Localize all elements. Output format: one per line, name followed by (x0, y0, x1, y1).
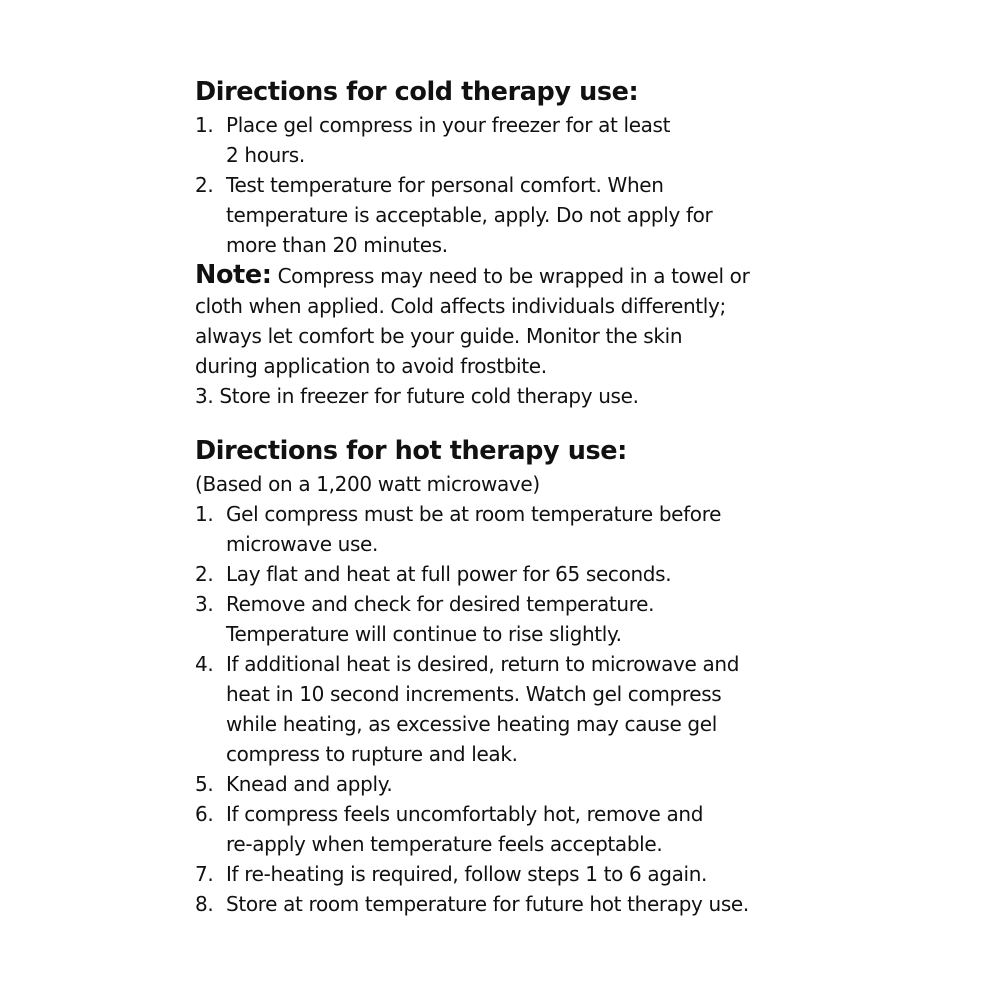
hot-step-5 (195, 769, 835, 799)
note-text-line: during application to avoid frostbite. (195, 354, 547, 378)
cold-therapy-heading: Directions for cold therapy use: (195, 77, 639, 107)
step-text-line: Place gel compress in your freezer for at least (226, 113, 671, 137)
step-number: 1. (195, 113, 214, 137)
hot-therapy-section (195, 433, 835, 919)
step-number: 2. (195, 562, 214, 586)
cold-step-2 (195, 170, 835, 260)
step-text-line: heat in 10 second increments. Watch gel compress (226, 682, 722, 706)
step-text-line: while heating, as excessive heating may cause gel (226, 712, 717, 736)
step-text-line: Remove and check for desired temperature. (226, 592, 655, 616)
step-text-line: If re-heating is required, follow steps 1 to 6 again. (226, 862, 708, 886)
step-number: 8. (195, 892, 214, 916)
note-text-line: Compress may need to be wrapped in a towel or (277, 264, 750, 288)
hot-step-6 (195, 799, 835, 859)
cold-step-1 (195, 110, 835, 170)
hot-step-2 (195, 559, 835, 589)
hot-step-1 (195, 499, 835, 559)
step-number: 4. (195, 652, 214, 676)
cold-step-3: 3. Store in freezer for future cold therapy use. (195, 384, 639, 408)
hot-therapy-subheading: (Based on a 1,200 watt microwave) (195, 472, 540, 496)
hot-step-4 (195, 649, 835, 769)
step-text-line: If compress feels uncomfortably hot, remove and (226, 802, 704, 826)
step-number: 6. (195, 802, 214, 826)
step-text-line: 2 hours. (226, 143, 305, 167)
step-number: 5. (195, 772, 214, 796)
instructions-document (195, 74, 835, 919)
note-label: Note: (195, 260, 272, 290)
step-text-line: more than 20 minutes. (226, 233, 448, 257)
step-text-line: temperature is acceptable, apply. Do not apply for (226, 203, 713, 227)
step-text-line: re-apply when temperature feels acceptable. (226, 832, 663, 856)
cold-therapy-section (195, 74, 835, 411)
step-number: 7. (195, 862, 214, 886)
hot-therapy-heading: Directions for hot therapy use: (195, 436, 627, 466)
note-text-line: always let comfort be your guide. Monitor the skin (195, 324, 683, 348)
step-number: 1. (195, 502, 214, 526)
step-text-line: Lay flat and heat at full power for 65 seconds. (226, 562, 672, 586)
step-text-line: Gel compress must be at room temperature before (226, 502, 722, 526)
step-text-line: Store at room temperature for future hot therapy use. (226, 892, 749, 916)
step-number: 2. (195, 173, 214, 197)
hot-step-8 (195, 889, 835, 919)
step-text-line: If additional heat is desired, return to microwave and (226, 652, 740, 676)
step-text-line: Temperature will continue to rise slightly. (226, 622, 622, 646)
hot-step-3 (195, 589, 835, 649)
step-number: 3. (195, 592, 214, 616)
step-text-line: microwave use. (226, 532, 379, 556)
cold-note (195, 260, 835, 291)
hot-step-7 (195, 859, 835, 889)
step-text-line: compress to rupture and leak. (226, 742, 518, 766)
step-text-line: Test temperature for personal comfort. When (226, 173, 664, 197)
note-text-line: cloth when applied. Cold affects individuals differently; (195, 294, 726, 318)
step-text-line: Knead and apply. (226, 772, 393, 796)
